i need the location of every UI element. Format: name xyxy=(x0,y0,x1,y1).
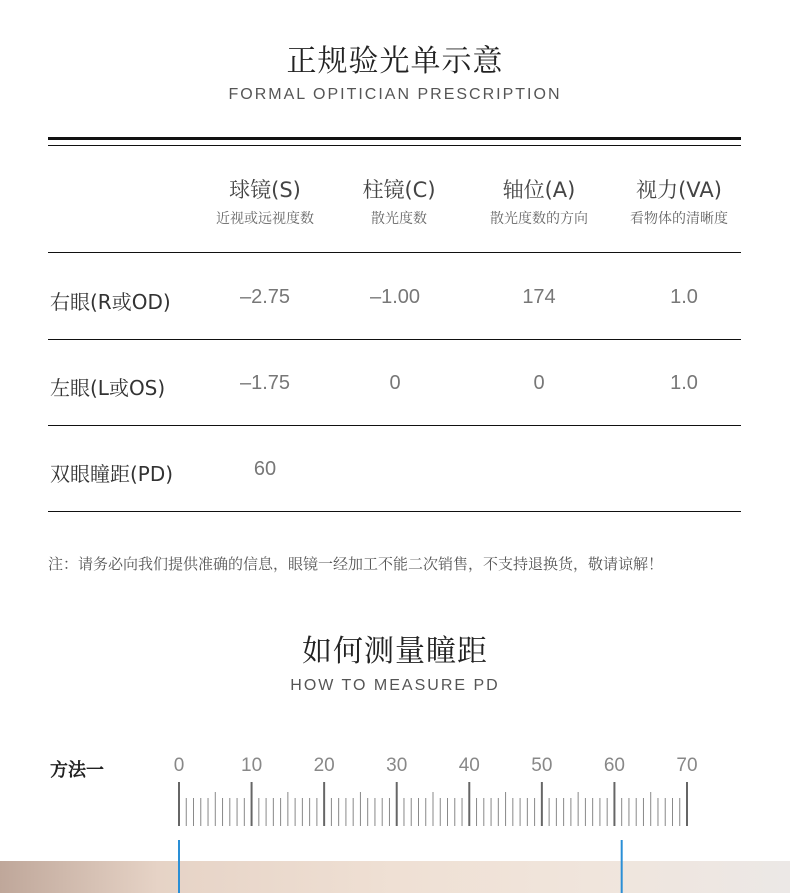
ruler-tick-label: 0 xyxy=(173,755,185,776)
column-header-vision xyxy=(609,174,749,228)
ruler-tick-label: 20 xyxy=(313,755,335,776)
row-label-pd: 双眼瞳距(PD) xyxy=(50,462,174,486)
column-desc: 近视或远视度数 xyxy=(216,211,314,227)
pd-ruler xyxy=(0,740,790,893)
ruler-tick-label: 10 xyxy=(241,755,263,776)
ruler-tick-label: 30 xyxy=(386,755,408,776)
column-label: 球镜(S) xyxy=(229,178,301,202)
cell-left-axis: 0 xyxy=(533,372,545,394)
column-header-cylinder xyxy=(329,174,469,228)
column-desc: 散光度数的方向 xyxy=(490,211,588,227)
row-label-left-eye: 左眼(L或OS) xyxy=(50,376,166,400)
table-top-rule-thin xyxy=(48,145,741,146)
column-label: 轴位(A) xyxy=(502,178,576,202)
section-subtitle: HOW TO MEASURE PD xyxy=(290,677,500,694)
cell-right-axis: 174 xyxy=(522,286,556,308)
cell-right-cylinder: –1.00 xyxy=(369,286,421,308)
row-divider xyxy=(48,252,741,253)
cell-left-vision: 1.0 xyxy=(670,372,698,394)
ruler-tick-label: 50 xyxy=(531,755,553,776)
disclaimer-note: 注：请务必向我们提供准确的信息，眼镜一经加工不能二次销售，不支持退换货，敬请谅解！ xyxy=(48,555,664,573)
cell-right-vision: 1.0 xyxy=(670,286,698,308)
ruler-tick-label: 40 xyxy=(458,755,480,776)
ruler-tick-label: 60 xyxy=(603,755,625,776)
page-title: 正规验光单示意 xyxy=(286,44,504,79)
column-header-axis xyxy=(469,174,609,228)
table-top-rule xyxy=(48,137,741,140)
row-label-right-eye: 右眼(R或OD) xyxy=(50,290,171,314)
section-title: 如何测量瞳距 xyxy=(302,634,488,669)
column-label: 柱镜(C) xyxy=(362,178,436,202)
cell-pd: 60 xyxy=(253,458,277,480)
column-label: 视力(VA) xyxy=(636,178,722,202)
column-header-sphere xyxy=(195,174,335,228)
column-desc: 看物体的清晰度 xyxy=(630,211,728,227)
cell-right-sphere: –2.75 xyxy=(239,286,291,308)
row-divider xyxy=(48,339,741,340)
ruler-tick-label: 70 xyxy=(676,755,698,776)
row-divider xyxy=(48,425,741,426)
column-desc: 散光度数 xyxy=(371,211,427,227)
cell-left-cylinder: 0 xyxy=(389,372,401,394)
cell-left-sphere: –1.75 xyxy=(239,372,291,394)
table-bottom-rule xyxy=(48,511,741,512)
page-subtitle: FORMAL OPITICIAN PRESCRIPTION xyxy=(228,86,562,103)
method-label: 方法一 xyxy=(50,760,104,781)
